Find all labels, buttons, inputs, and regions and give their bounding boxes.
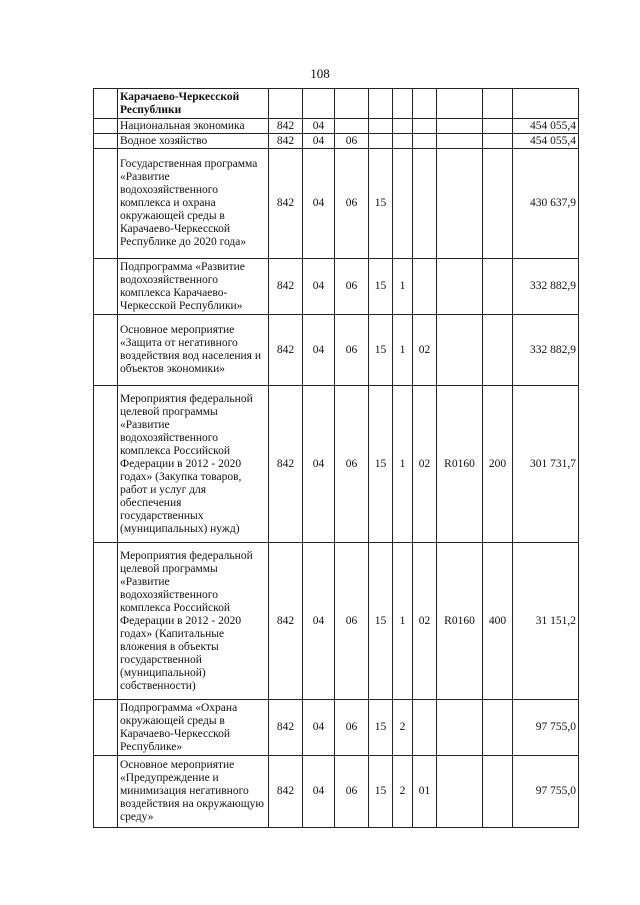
program-code-cell: 15 xyxy=(369,149,393,259)
subprogram-code-cell: 2 xyxy=(393,700,413,756)
subprogram-code-cell: 1 xyxy=(393,259,413,315)
subprogram-code-cell xyxy=(393,149,413,259)
program-code-cell: 15 xyxy=(369,259,393,315)
section-code-cell: 04 xyxy=(303,259,335,315)
ministry-code-cell: 842 xyxy=(269,756,303,828)
direction-code-cell: R0160 xyxy=(437,543,483,700)
row-margin-cell xyxy=(94,119,118,134)
direction-code-cell xyxy=(437,259,483,315)
section-code-cell: 04 xyxy=(303,134,335,149)
table-row xyxy=(94,149,579,259)
event-code-cell xyxy=(413,134,437,149)
event-code-cell: 02 xyxy=(413,386,437,543)
expense-type-code-cell: 200 xyxy=(483,386,513,543)
row-name-cell: Государственная программа «Развитие водохозяйственного комплекса и охрана окружающей среды в Карачаево-Черкесской Республике до 2020 года» xyxy=(118,149,269,259)
program-code-cell xyxy=(369,119,393,134)
row-name-cell: Подпрограмма «Развитие водохозяйственного комплекса Карачаево-Черкесской Республики» xyxy=(118,259,269,315)
subprogram-code-cell xyxy=(393,89,413,119)
expense-type-code-cell xyxy=(483,756,513,828)
subprogram-code-cell: 2 xyxy=(393,756,413,828)
subprogram-code-cell: 1 xyxy=(393,543,413,700)
amount-cell: 301 731,7 xyxy=(513,386,579,543)
program-code-cell xyxy=(369,89,393,119)
subsection-code-cell: 06 xyxy=(335,543,369,700)
subsection-code-cell xyxy=(335,89,369,119)
table-row xyxy=(94,543,579,700)
direction-code-cell xyxy=(437,315,483,386)
ministry-code-cell: 842 xyxy=(269,315,303,386)
subprogram-code-cell: 1 xyxy=(393,386,413,543)
ministry-code-cell: 842 xyxy=(269,259,303,315)
table-row xyxy=(94,756,579,828)
subprogram-code-cell: 1 xyxy=(393,315,413,386)
ministry-code-cell: 842 xyxy=(269,386,303,543)
row-margin-cell xyxy=(94,315,118,386)
budget-table xyxy=(93,88,579,828)
amount-cell: 332 882,9 xyxy=(513,315,579,386)
direction-code-cell xyxy=(437,89,483,119)
row-name-cell: Мероприятия федеральной целевой программы «Развитие водохозяйственного комплекса Российской Федерации в 2012 - 2020 годах» (Закупка товаров, работ и услуг для обеспечения государственных (муниципальных) нужд) xyxy=(118,386,269,543)
expense-type-code-cell xyxy=(483,700,513,756)
row-margin-cell xyxy=(94,756,118,828)
table-row xyxy=(94,89,579,119)
expense-type-code-cell xyxy=(483,149,513,259)
row-margin-cell xyxy=(94,386,118,543)
section-code-cell: 04 xyxy=(303,119,335,134)
subsection-code-cell: 06 xyxy=(335,259,369,315)
event-code-cell xyxy=(413,700,437,756)
ministry-code-cell: 842 xyxy=(269,119,303,134)
section-code-cell: 04 xyxy=(303,756,335,828)
ministry-code-cell: 842 xyxy=(269,700,303,756)
amount-cell: 454 055,4 xyxy=(513,119,579,134)
event-code-cell xyxy=(413,89,437,119)
amount-cell: 97 755,0 xyxy=(513,700,579,756)
amount-cell: 454 055,4 xyxy=(513,134,579,149)
section-code-cell: 04 xyxy=(303,543,335,700)
event-code-cell xyxy=(413,149,437,259)
amount-cell: 332 882,9 xyxy=(513,259,579,315)
event-code-cell: 01 xyxy=(413,756,437,828)
page-number: 108 xyxy=(310,66,330,81)
table-row xyxy=(94,386,579,543)
expense-type-code-cell xyxy=(483,119,513,134)
program-code-cell: 15 xyxy=(369,543,393,700)
direction-code-cell xyxy=(437,756,483,828)
row-margin-cell xyxy=(94,259,118,315)
row-margin-cell xyxy=(94,89,118,119)
subprogram-code-cell xyxy=(393,119,413,134)
section-code-cell: 04 xyxy=(303,315,335,386)
subprogram-code-cell xyxy=(393,134,413,149)
row-name-cell: Карачаево-Черкесской Республики xyxy=(118,89,269,119)
budget-table-body xyxy=(94,89,579,828)
expense-type-code-cell xyxy=(483,134,513,149)
row-name-cell: Основное мероприятие «Предупреждение и минимизация негативного воздействия на окружающую среду» xyxy=(118,756,269,828)
table-row xyxy=(94,315,579,386)
table-row xyxy=(94,119,579,134)
ministry-code-cell: 842 xyxy=(269,543,303,700)
amount-cell: 97 755,0 xyxy=(513,756,579,828)
ministry-code-cell xyxy=(269,89,303,119)
direction-code-cell xyxy=(437,119,483,134)
subsection-code-cell: 06 xyxy=(335,700,369,756)
event-code-cell xyxy=(413,259,437,315)
amount-cell: 31 151,2 xyxy=(513,543,579,700)
program-code-cell: 15 xyxy=(369,756,393,828)
subsection-code-cell: 06 xyxy=(335,386,369,543)
program-code-cell: 15 xyxy=(369,315,393,386)
row-margin-cell xyxy=(94,543,118,700)
direction-code-cell xyxy=(437,134,483,149)
amount-cell xyxy=(513,89,579,119)
row-name-cell: Национальная экономика xyxy=(118,119,269,134)
row-margin-cell xyxy=(94,700,118,756)
ministry-code-cell: 842 xyxy=(269,149,303,259)
subsection-code-cell: 06 xyxy=(335,756,369,828)
program-code-cell: 15 xyxy=(369,700,393,756)
section-code-cell: 04 xyxy=(303,386,335,543)
ministry-code-cell: 842 xyxy=(269,134,303,149)
amount-cell: 430 637,9 xyxy=(513,149,579,259)
subsection-code-cell xyxy=(335,119,369,134)
row-margin-cell xyxy=(94,134,118,149)
row-name-cell: Подпрограмма «Охрана окружающей среды в Карачаево-Черкесской Республике» xyxy=(118,700,269,756)
row-name-cell: Водное хозяйство xyxy=(118,134,269,149)
expense-type-code-cell xyxy=(483,315,513,386)
section-code-cell: 04 xyxy=(303,149,335,259)
program-code-cell: 15 xyxy=(369,386,393,543)
direction-code-cell: R0160 xyxy=(437,386,483,543)
table-row xyxy=(94,700,579,756)
subsection-code-cell: 06 xyxy=(335,315,369,386)
expense-type-code-cell xyxy=(483,259,513,315)
row-name-cell: Основное мероприятие «Защита от негативного воздействия вод населения и объектов экономики» xyxy=(118,315,269,386)
direction-code-cell xyxy=(437,700,483,756)
subsection-code-cell: 06 xyxy=(335,134,369,149)
subsection-code-cell: 06 xyxy=(335,149,369,259)
row-margin-cell xyxy=(94,149,118,259)
event-code-cell: 02 xyxy=(413,315,437,386)
section-code-cell: 04 xyxy=(303,700,335,756)
event-code-cell xyxy=(413,119,437,134)
program-code-cell xyxy=(369,134,393,149)
expense-type-code-cell: 400 xyxy=(483,543,513,700)
section-code-cell xyxy=(303,89,335,119)
table-row xyxy=(94,134,579,149)
expense-type-code-cell xyxy=(483,89,513,119)
event-code-cell: 02 xyxy=(413,543,437,700)
direction-code-cell xyxy=(437,149,483,259)
table-row xyxy=(94,259,579,315)
row-name-cell: Мероприятия федеральной целевой программы «Развитие водохозяйственного комплекса Российской Федерации в 2012 - 2020 годах» (Капитальные вложения в объекты государственной (муниципальной) собственности) xyxy=(118,543,269,700)
